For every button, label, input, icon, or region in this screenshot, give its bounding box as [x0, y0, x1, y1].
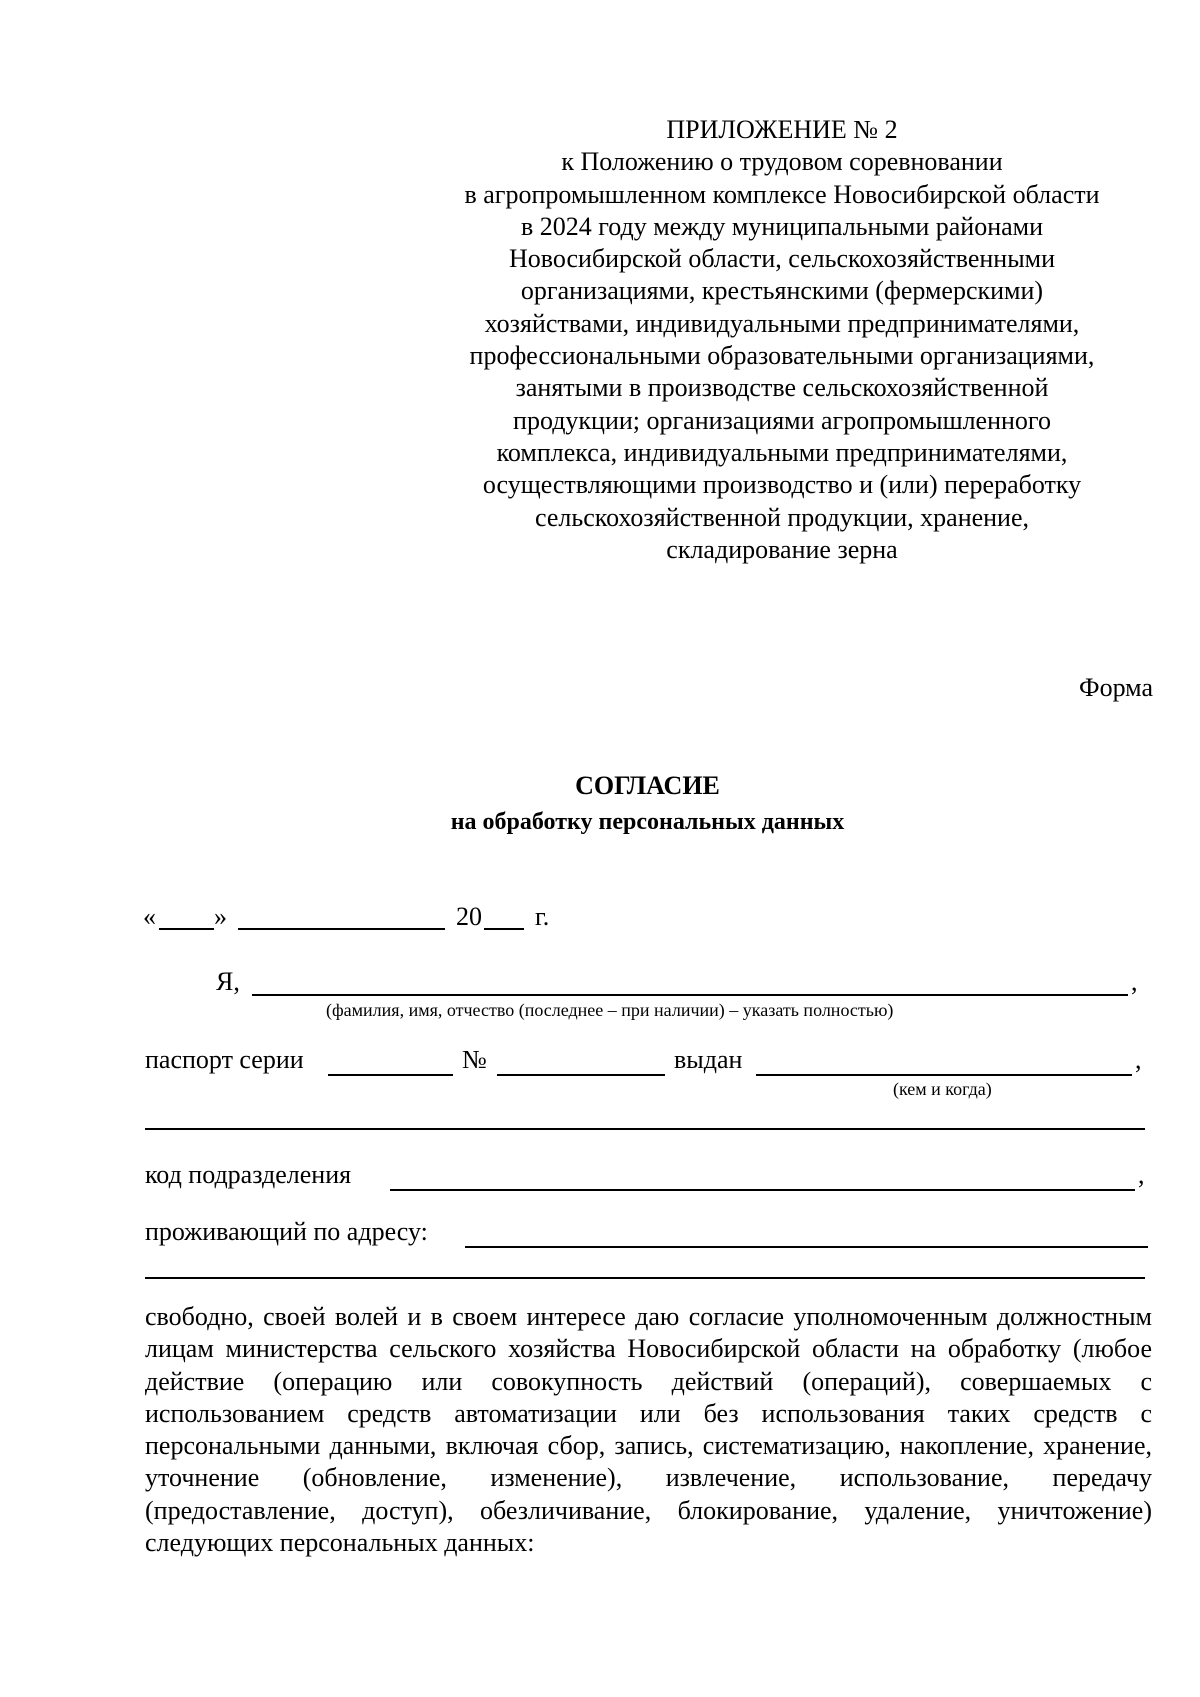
- passport-issued-label: выдан: [674, 1045, 743, 1074]
- passport-series-label: паспорт серии: [145, 1045, 304, 1074]
- appendix-line: сельскохозяйственной продукции, хранение,: [534, 502, 1030, 532]
- consent-paragraph: свободно, своей волей и в своем интересе даю согласие уполномоченным должностным лицам министерства сельского хозяйства Новосибирской области на обработку (любое действие (операцию или совокупность действий (операций), совершаемых с использованием средств автоматизации или без использования таких средств с персональными данными, включая сбор, запись, систематизацию, накопление, хранение, уточнение (обновление, изменение), извлечение, использование, передачу (предоставление, доступ), обезличивание, блокирование, удаление, уничтожение) следующих персональных данных:: [145, 1302, 1152, 1558]
- appendix-line: организациями, крестьянскими (фермерскими): [520, 276, 1044, 306]
- appendix-line: занятыми в производстве сельскохозяйственной: [515, 373, 1049, 403]
- appendix-line: продукции; организациями агропромышленного: [513, 405, 1051, 435]
- document-title: [0, 768, 1200, 840]
- appendix-line: складирование зерна: [666, 534, 898, 564]
- division-code-label: код подразделения: [145, 1160, 352, 1189]
- passport-issued-field[interactable]: [756, 1074, 1132, 1076]
- division-code-field[interactable]: [390, 1189, 1135, 1191]
- division-comma: ,: [1138, 1160, 1145, 1189]
- appendix-line: осуществляющими производство и (или) переработку: [482, 470, 1082, 500]
- year-prefix: 20: [456, 902, 482, 931]
- title-main: СОГЛАСИЕ: [575, 771, 720, 800]
- passport-number-label: №: [462, 1045, 487, 1074]
- passport-comma: ,: [1135, 1045, 1142, 1074]
- appendix-header: [442, 114, 1122, 566]
- appendix-line: к Положению о трудовом соревновании: [561, 147, 1003, 177]
- appendix-line: профессиональными образовательными организациями,: [469, 341, 1095, 371]
- day-field[interactable]: [159, 928, 214, 930]
- appendix-line: Новосибирской области, сельскохозяйственными: [508, 244, 1056, 274]
- appendix-line: комплекса, индивидуальными предпринимателями,: [496, 437, 1068, 467]
- fio-field[interactable]: [252, 994, 1128, 996]
- appendix-line: в 2024 году между муниципальными районами: [520, 211, 1044, 241]
- year-suffix: г.: [535, 902, 550, 931]
- passport-issued-hint: (кем и когда): [893, 1079, 992, 1099]
- address-label: проживающий по адресу:: [145, 1217, 428, 1246]
- fio-hint: (фамилия, имя, отчество (последнее – при наличии) – указать полностью): [326, 1000, 894, 1020]
- appendix-line: хозяйствами, индивидуальными предпринимателями,: [484, 308, 1080, 338]
- passport-number-field[interactable]: [497, 1074, 665, 1076]
- appendix-line: ПРИЛОЖЕНИЕ № 2: [666, 115, 898, 144]
- form-label: Форма: [1079, 673, 1153, 702]
- fio-comma: ,: [1131, 967, 1138, 996]
- year-field[interactable]: [484, 928, 524, 930]
- address-continuation-field[interactable]: [145, 1277, 1145, 1279]
- month-field[interactable]: [238, 928, 445, 930]
- fio-prefix: Я,: [216, 967, 240, 996]
- appendix-line: в агропромышленном комплексе Новосибирской области: [464, 179, 1100, 209]
- passport-issued-continuation-field[interactable]: [145, 1128, 1145, 1130]
- passport-series-field[interactable]: [328, 1074, 453, 1076]
- title-subtitle: на обработку персональных данных: [450, 809, 845, 835]
- date-open-quote: «: [143, 902, 156, 931]
- date-close-quote: »: [214, 902, 227, 931]
- address-field[interactable]: [465, 1246, 1148, 1248]
